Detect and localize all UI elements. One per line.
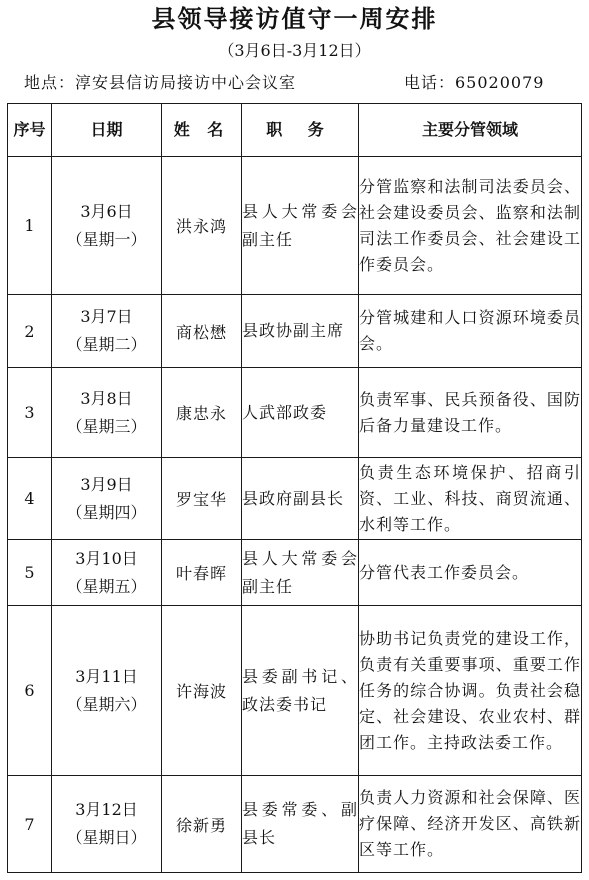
row-index: 4 <box>8 458 52 540</box>
row-date: 3月6日 <box>80 201 133 221</box>
document-title: 县领导接访值守一周安排 <box>151 5 438 33</box>
row-date-cell <box>52 540 162 606</box>
date-range: （3月6日-3月12日） <box>218 41 371 60</box>
header-name: 姓 名 <box>162 104 242 157</box>
row-weekday: （星期一） <box>66 229 147 249</box>
row-index: 7 <box>8 776 52 873</box>
row-weekday: （星期四） <box>66 502 147 522</box>
header-area: 主要分管领域 <box>359 104 582 157</box>
row-name: 康忠永 <box>162 368 242 458</box>
table-header-row <box>8 104 582 157</box>
schedule-table <box>7 103 582 873</box>
phone-text: 电话：65020079 <box>404 73 545 92</box>
table-row <box>8 368 582 458</box>
table-row <box>8 606 582 776</box>
row-index: 6 <box>8 606 52 776</box>
row-area: 分管代表工作委员会。 <box>359 540 582 606</box>
table-row <box>8 776 582 873</box>
table-row <box>8 295 582 368</box>
row-date: 3月12日 <box>75 800 138 819</box>
table-row <box>8 458 582 540</box>
row-index: 3 <box>8 368 52 458</box>
row-position: 县人大常委会副主任 <box>242 540 359 606</box>
row-area: 负责生态环境保护、招商引资、工业、科技、商贸流通、水利等工作。 <box>359 458 582 540</box>
row-date: 3月7日 <box>80 307 133 326</box>
header-index-text: 序号 <box>13 120 46 139</box>
row-area: 协助书记负责党的建设工作，负责有关重要事项、重要工作任务的综合协调。负责社会稳定、社会建设、农业农村、群团工作。主持政法委工作。 <box>359 606 582 776</box>
header-index <box>8 104 52 157</box>
row-date: 3月10日 <box>75 548 138 568</box>
row-date: 3月8日 <box>80 388 133 408</box>
row-position: 县政协副主席 <box>242 295 359 368</box>
row-weekday: （星期二） <box>66 335 147 354</box>
row-weekday: （星期五） <box>66 576 147 596</box>
row-position: 县委常委、副县长 <box>242 776 359 873</box>
header-date: 日期 <box>52 104 162 157</box>
row-date-cell <box>52 776 162 873</box>
row-position: 县委副书记、政法委书记 <box>242 606 359 776</box>
row-name: 许海波 <box>162 606 242 776</box>
row-date-cell <box>52 157 162 295</box>
row-position: 县政府副县长 <box>242 458 359 540</box>
row-name: 商松懋 <box>162 295 242 368</box>
row-name: 徐新勇 <box>162 776 242 873</box>
row-weekday: （星期三） <box>66 416 147 436</box>
row-weekday: （星期日） <box>66 828 147 847</box>
row-area: 负责人力资源和社会保障、医疗保障、经济开发区、高铁新区等工作。 <box>359 776 582 873</box>
row-date-cell <box>52 368 162 458</box>
table-row <box>8 157 582 295</box>
row-area: 分管监察和法制司法委员会、社会建设委员会、监察和法制司法工作委员会、社会建设工作委员会。 <box>359 157 582 295</box>
table-row <box>8 540 582 606</box>
row-date: 3月11日 <box>75 666 138 686</box>
row-position: 县人大常委会副主任 <box>242 157 359 295</box>
row-index: 1 <box>8 157 52 295</box>
header-position: 职 务 <box>242 104 359 157</box>
row-date-cell <box>52 295 162 368</box>
row-name: 罗宝华 <box>162 458 242 540</box>
row-name: 叶春晖 <box>162 540 242 606</box>
location-text: 地点：淳安县信访局接访中心会议室 <box>24 73 297 92</box>
row-area: 分管城建和人口资源环境委员会。 <box>359 295 582 368</box>
row-name: 洪永鸿 <box>162 157 242 295</box>
row-index: 5 <box>8 540 52 606</box>
row-date-cell <box>52 458 162 540</box>
row-weekday: （星期六） <box>66 694 147 714</box>
row-area: 负责军事、民兵预备役、国防后备力量建设工作。 <box>359 368 582 458</box>
row-index: 2 <box>8 295 52 368</box>
row-position: 人武部政委 <box>242 368 359 458</box>
row-date-cell <box>52 606 162 776</box>
row-date: 3月9日 <box>80 474 133 494</box>
